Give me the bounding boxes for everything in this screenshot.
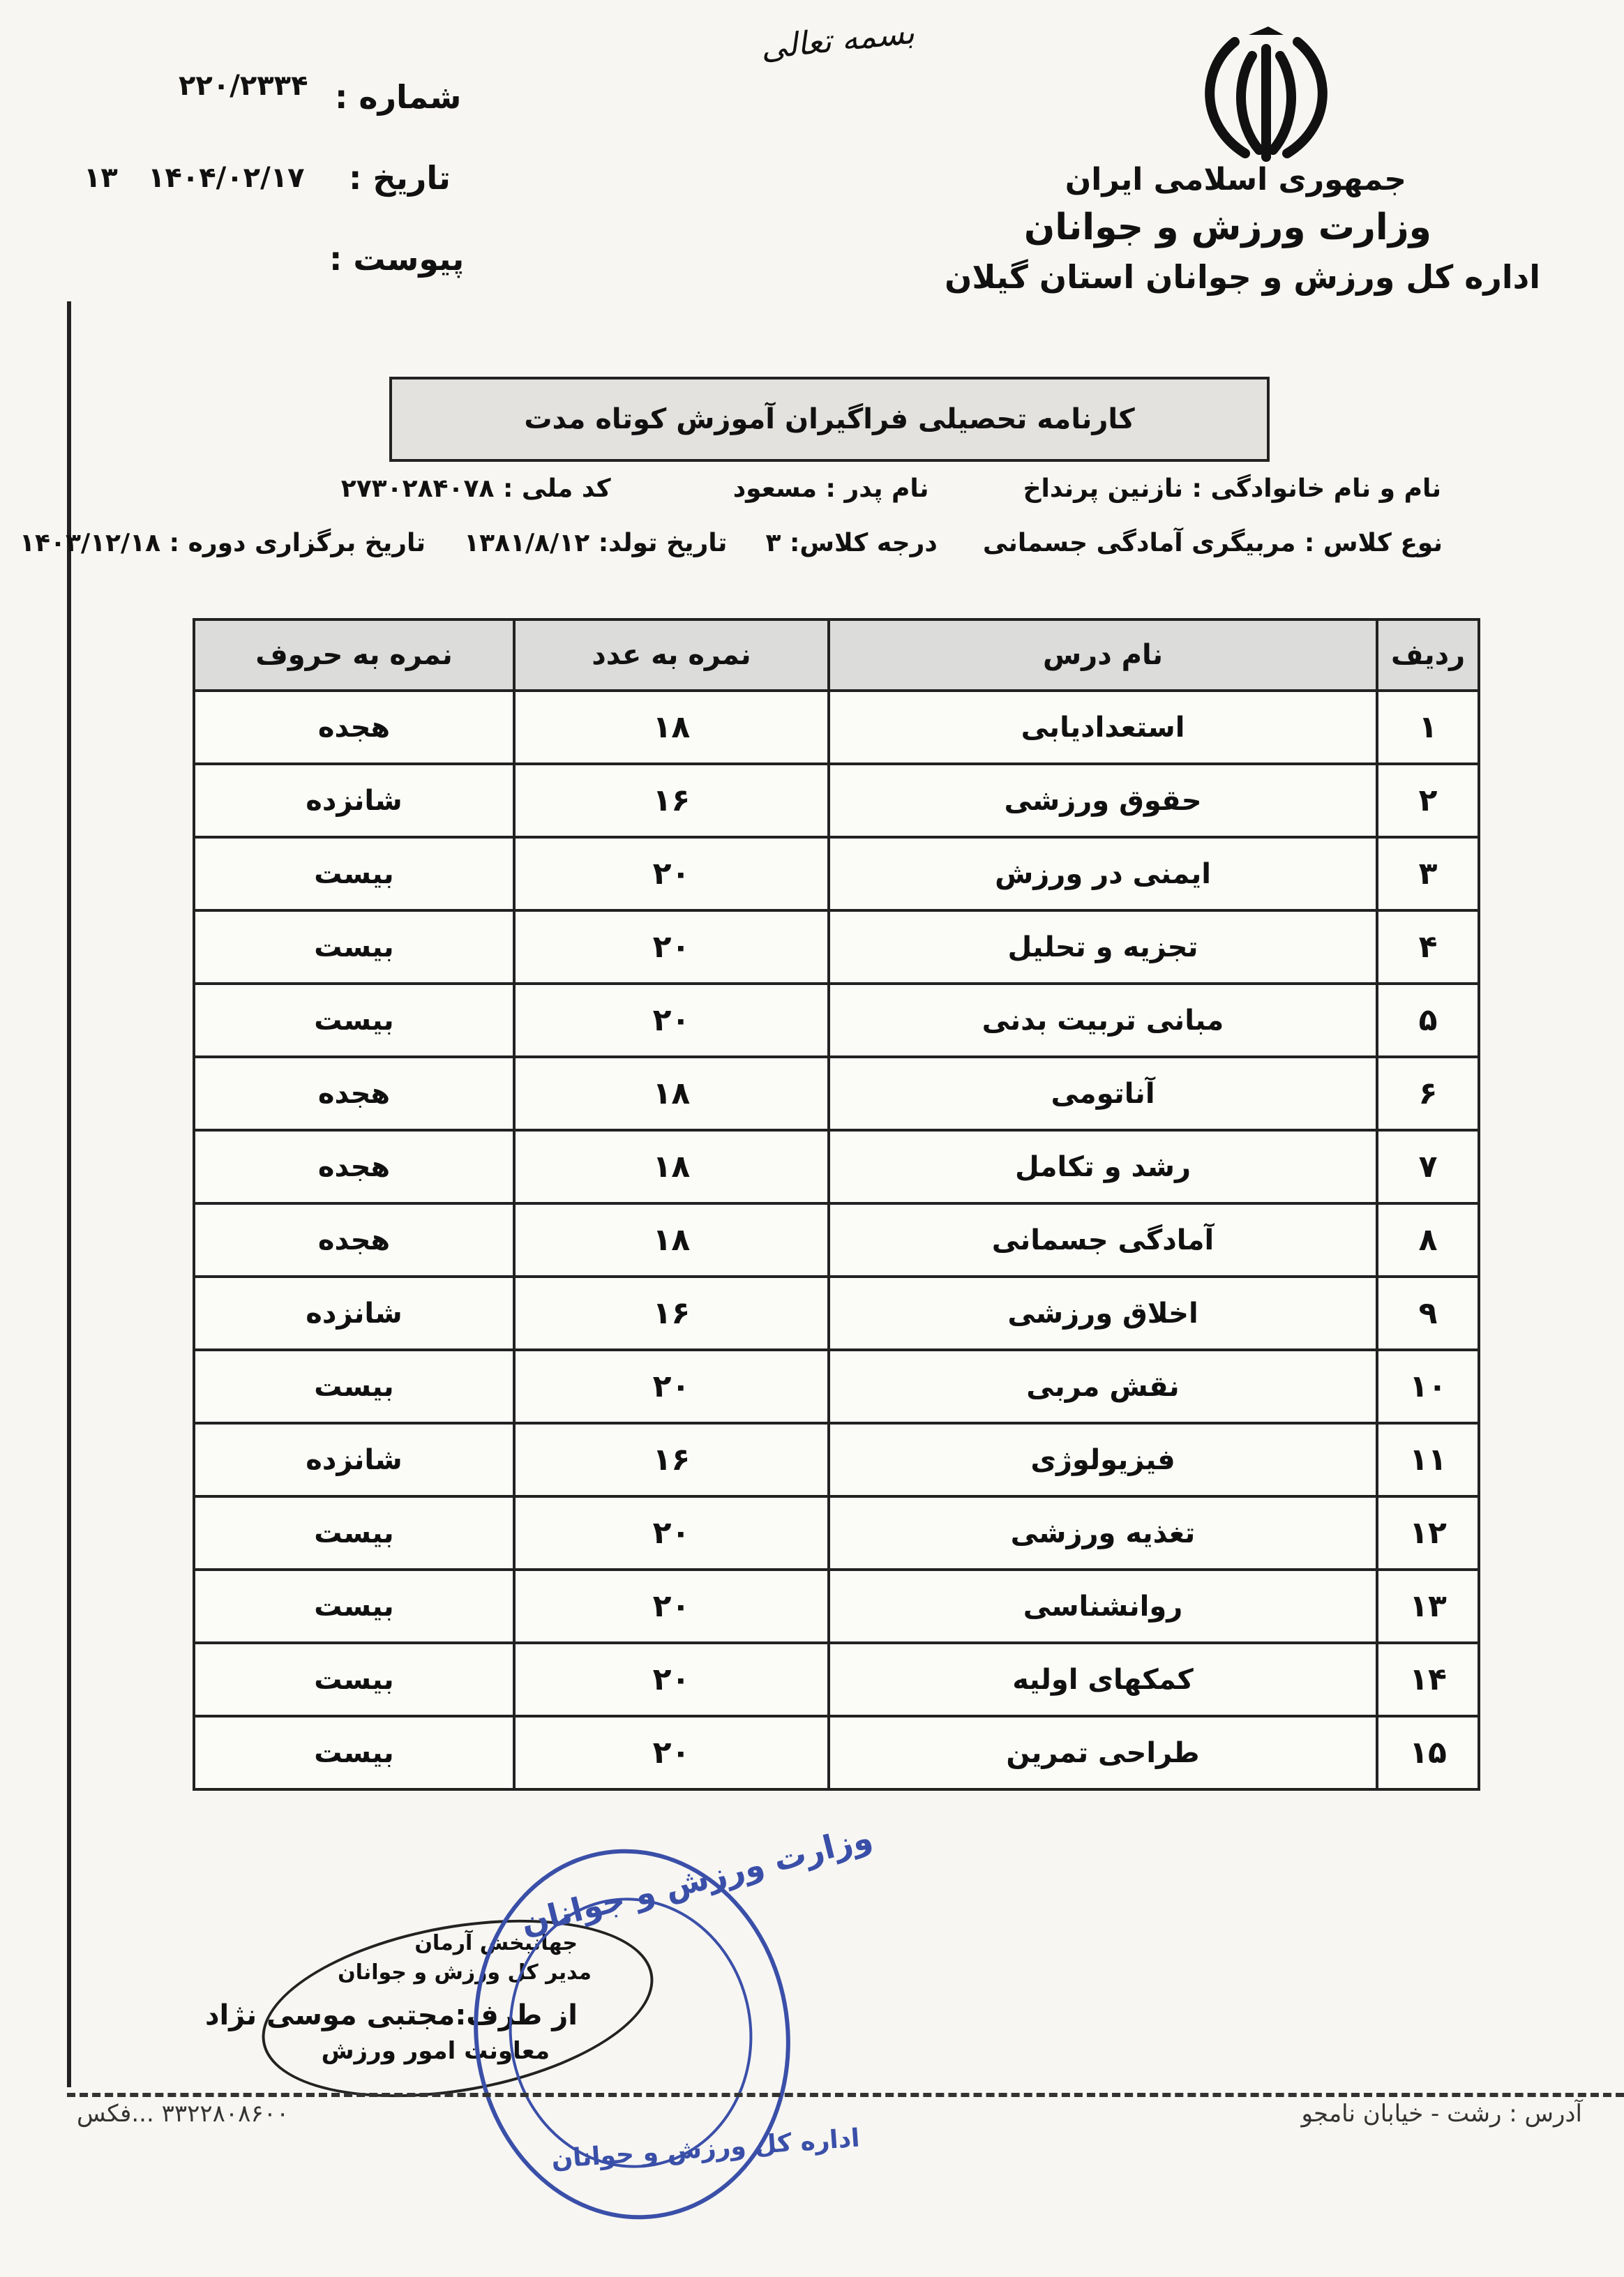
course-date-label: تاریخ برگزاری دوره : [169,529,426,557]
cell-grade-numeric: ۲۰ [514,910,829,984]
table-row [194,837,1479,910]
cell-grade-words: بیست [194,910,514,984]
header-grade-numeric: نمره به عدد [514,619,829,691]
cell-grade-words: شانزده [194,1277,514,1350]
cell-grade-words: بیست [194,1570,514,1643]
top-handwriting: بسمه تعالی [758,13,917,67]
stamp-outer-text: وزارت ورزش و جوانان [517,1818,876,1942]
cell-grade-words: هجده [194,1057,514,1130]
cell-course-name: فیزیولوژی [829,1423,1377,1496]
signature-line-3: از طرف:مجتبی موسی نژاد [204,1999,578,2031]
cell-grade-words: هجده [194,1130,514,1203]
cell-course-name: تجزیه و تحلیل [829,910,1377,984]
table-row [194,1643,1479,1716]
cell-row-number: ۵ [1377,984,1479,1057]
table-row [194,1716,1479,1789]
table-row [194,910,1479,984]
cell-course-name: آمادگی جسمانی [829,1203,1377,1277]
table-row [194,1570,1479,1643]
table-row [194,1057,1479,1130]
cell-grade-numeric: ۲۰ [514,984,829,1057]
cell-grade-numeric: ۲۰ [514,1643,829,1716]
cell-grade-words: بیست [194,1716,514,1789]
class-grade-value: ۳ [765,529,781,557]
attachment-label: پیوست : [329,240,465,278]
cell-grade-numeric: ۲۰ [514,1716,829,1789]
header-row-number: ردیف [1377,619,1479,691]
info-line-1 [341,474,1441,503]
cell-row-number: ۳ [1377,837,1479,910]
fullname-label: نام و نام خانوادگی : [1191,474,1441,503]
table-row [194,1130,1479,1203]
birth-date-label: تاریخ تولد: [598,529,728,557]
cell-grade-numeric: ۱۸ [514,691,829,764]
org-line-1: جمهوری اسلامی ایران [1065,162,1406,197]
fullname-value: نازنین پرنداخ [1023,474,1183,503]
father-value: مسعود [732,474,817,503]
table-header-row [194,619,1479,691]
cell-course-name: ایمنی در ورزش [829,837,1377,910]
cell-grade-numeric: ۱۸ [514,1203,829,1277]
org-line-3: اداره کل ورزش و جوانان استان گیلان [945,258,1540,296]
cell-grade-words: هجده [194,691,514,764]
cell-row-number: ۷ [1377,1130,1479,1203]
cell-course-name: تغذیه ورزشی [829,1496,1377,1570]
cell-course-name: رشد و تکامل [829,1130,1377,1203]
cell-course-name: اخلاق ورزشی [829,1277,1377,1350]
date-extra: ۱۳ [84,162,118,194]
cell-row-number: ۲ [1377,764,1479,837]
cell-row-number: ۶ [1377,1057,1479,1130]
cell-row-number: ۴ [1377,910,1479,984]
cell-grade-numeric: ۲۰ [514,1570,829,1643]
cell-grade-numeric: ۱۶ [514,1423,829,1496]
class-type-label: نوع کلاس : [1304,529,1443,557]
table-row [194,1203,1479,1277]
cell-course-name: آناتومی [829,1057,1377,1130]
signature-line-2: مدیر کل ورزش و جوانان [338,1960,592,1985]
report-title: کارنامه تحصیلی فراگیران آموزش کوتاه مدت [389,377,1270,462]
cell-course-name: نقش مربی [829,1350,1377,1423]
cell-course-name: روانشناسی [829,1570,1377,1643]
cell-grade-words: بیست [194,837,514,910]
info-line-2 [20,529,1443,557]
table-row [194,1277,1479,1350]
cell-grade-numeric: ۱۶ [514,1277,829,1350]
footer-phone: ۳۳۲۲۸۰۸۶۰۰ ...فکس [77,2100,290,2128]
table-row [194,764,1479,837]
cell-grade-words: هجده [194,1203,514,1277]
cell-grade-numeric: ۱۸ [514,1130,829,1203]
number-value: ۲۲۰/۲۳۳۴ [179,70,308,102]
cell-course-name: طراحی تمرین [829,1716,1377,1789]
table-row [194,1423,1479,1496]
national-code-label: کد ملی : [503,474,611,503]
cell-row-number: ۱۲ [1377,1496,1479,1570]
cell-grade-words: بیست [194,1350,514,1423]
date-label: تاریخ : [349,159,451,197]
signature-line-4: معاونت امور ورزش [321,2037,550,2065]
cell-course-name: کمکهای اولیه [829,1643,1377,1716]
cell-grade-numeric: ۲۰ [514,837,829,910]
cell-grade-numeric: ۲۰ [514,1496,829,1570]
table-row [194,984,1479,1057]
cell-grade-words: بیست [194,984,514,1057]
cell-grade-words: شانزده [194,764,514,837]
class-grade-label: درجه کلاس: [789,529,938,557]
birth-date-value: ۱۳۸۱/۸/۱۲ [464,529,590,557]
cell-row-number: ۱۴ [1377,1643,1479,1716]
iran-emblem-icon [1186,21,1346,167]
cell-row-number: ۱۱ [1377,1423,1479,1496]
table-row [194,1350,1479,1423]
left-margin-rule [67,301,71,2087]
footer-divider [67,2093,1624,2097]
grades-table [193,618,1480,1791]
date-value: ۱۴۰۴/۰۲/۱۷ [148,162,305,194]
cell-row-number: ۹ [1377,1277,1479,1350]
org-line-2: وزارت ورزش و جوانان [1023,206,1431,248]
cell-grade-words: بیست [194,1496,514,1570]
course-date-value: ۱۴۰۳/۱۲/۱۸ [20,529,161,557]
number-label: شماره : [335,78,462,116]
class-type-value: مربیگری آمادگی جسمانی [982,529,1296,557]
cell-grade-numeric: ۱۶ [514,764,829,837]
footer-address: آدرس : رشت - خیابان نامجو [1301,2100,1582,2128]
cell-course-name: حقوق ورزشی [829,764,1377,837]
cell-grade-numeric: ۱۸ [514,1057,829,1130]
cell-row-number: ۱۰ [1377,1350,1479,1423]
cell-row-number: ۱۳ [1377,1570,1479,1643]
header-course-name: نام درس [829,619,1377,691]
cell-row-number: ۸ [1377,1203,1479,1277]
stamp-inner-text: اداره کل ورزش و جوانان [550,2124,861,2174]
cell-course-name: مبانی تربیت بدنی [829,984,1377,1057]
table-row [194,691,1479,764]
header-grade-words: نمره به حروف [194,619,514,691]
signature-line-1: جهانبخش آرمان [414,1931,578,1955]
cell-row-number: ۱۵ [1377,1716,1479,1789]
cell-grade-numeric: ۲۰ [514,1350,829,1423]
cell-grade-words: بیست [194,1643,514,1716]
cell-course-name: استعدادیابی [829,691,1377,764]
cell-row-number: ۱ [1377,691,1479,764]
national-code-value: ۲۷۳۰۲۸۴۰۷۸ [340,474,495,503]
father-label: نام پدر : [825,474,929,503]
table-row [194,1496,1479,1570]
cell-grade-words: شانزده [194,1423,514,1496]
